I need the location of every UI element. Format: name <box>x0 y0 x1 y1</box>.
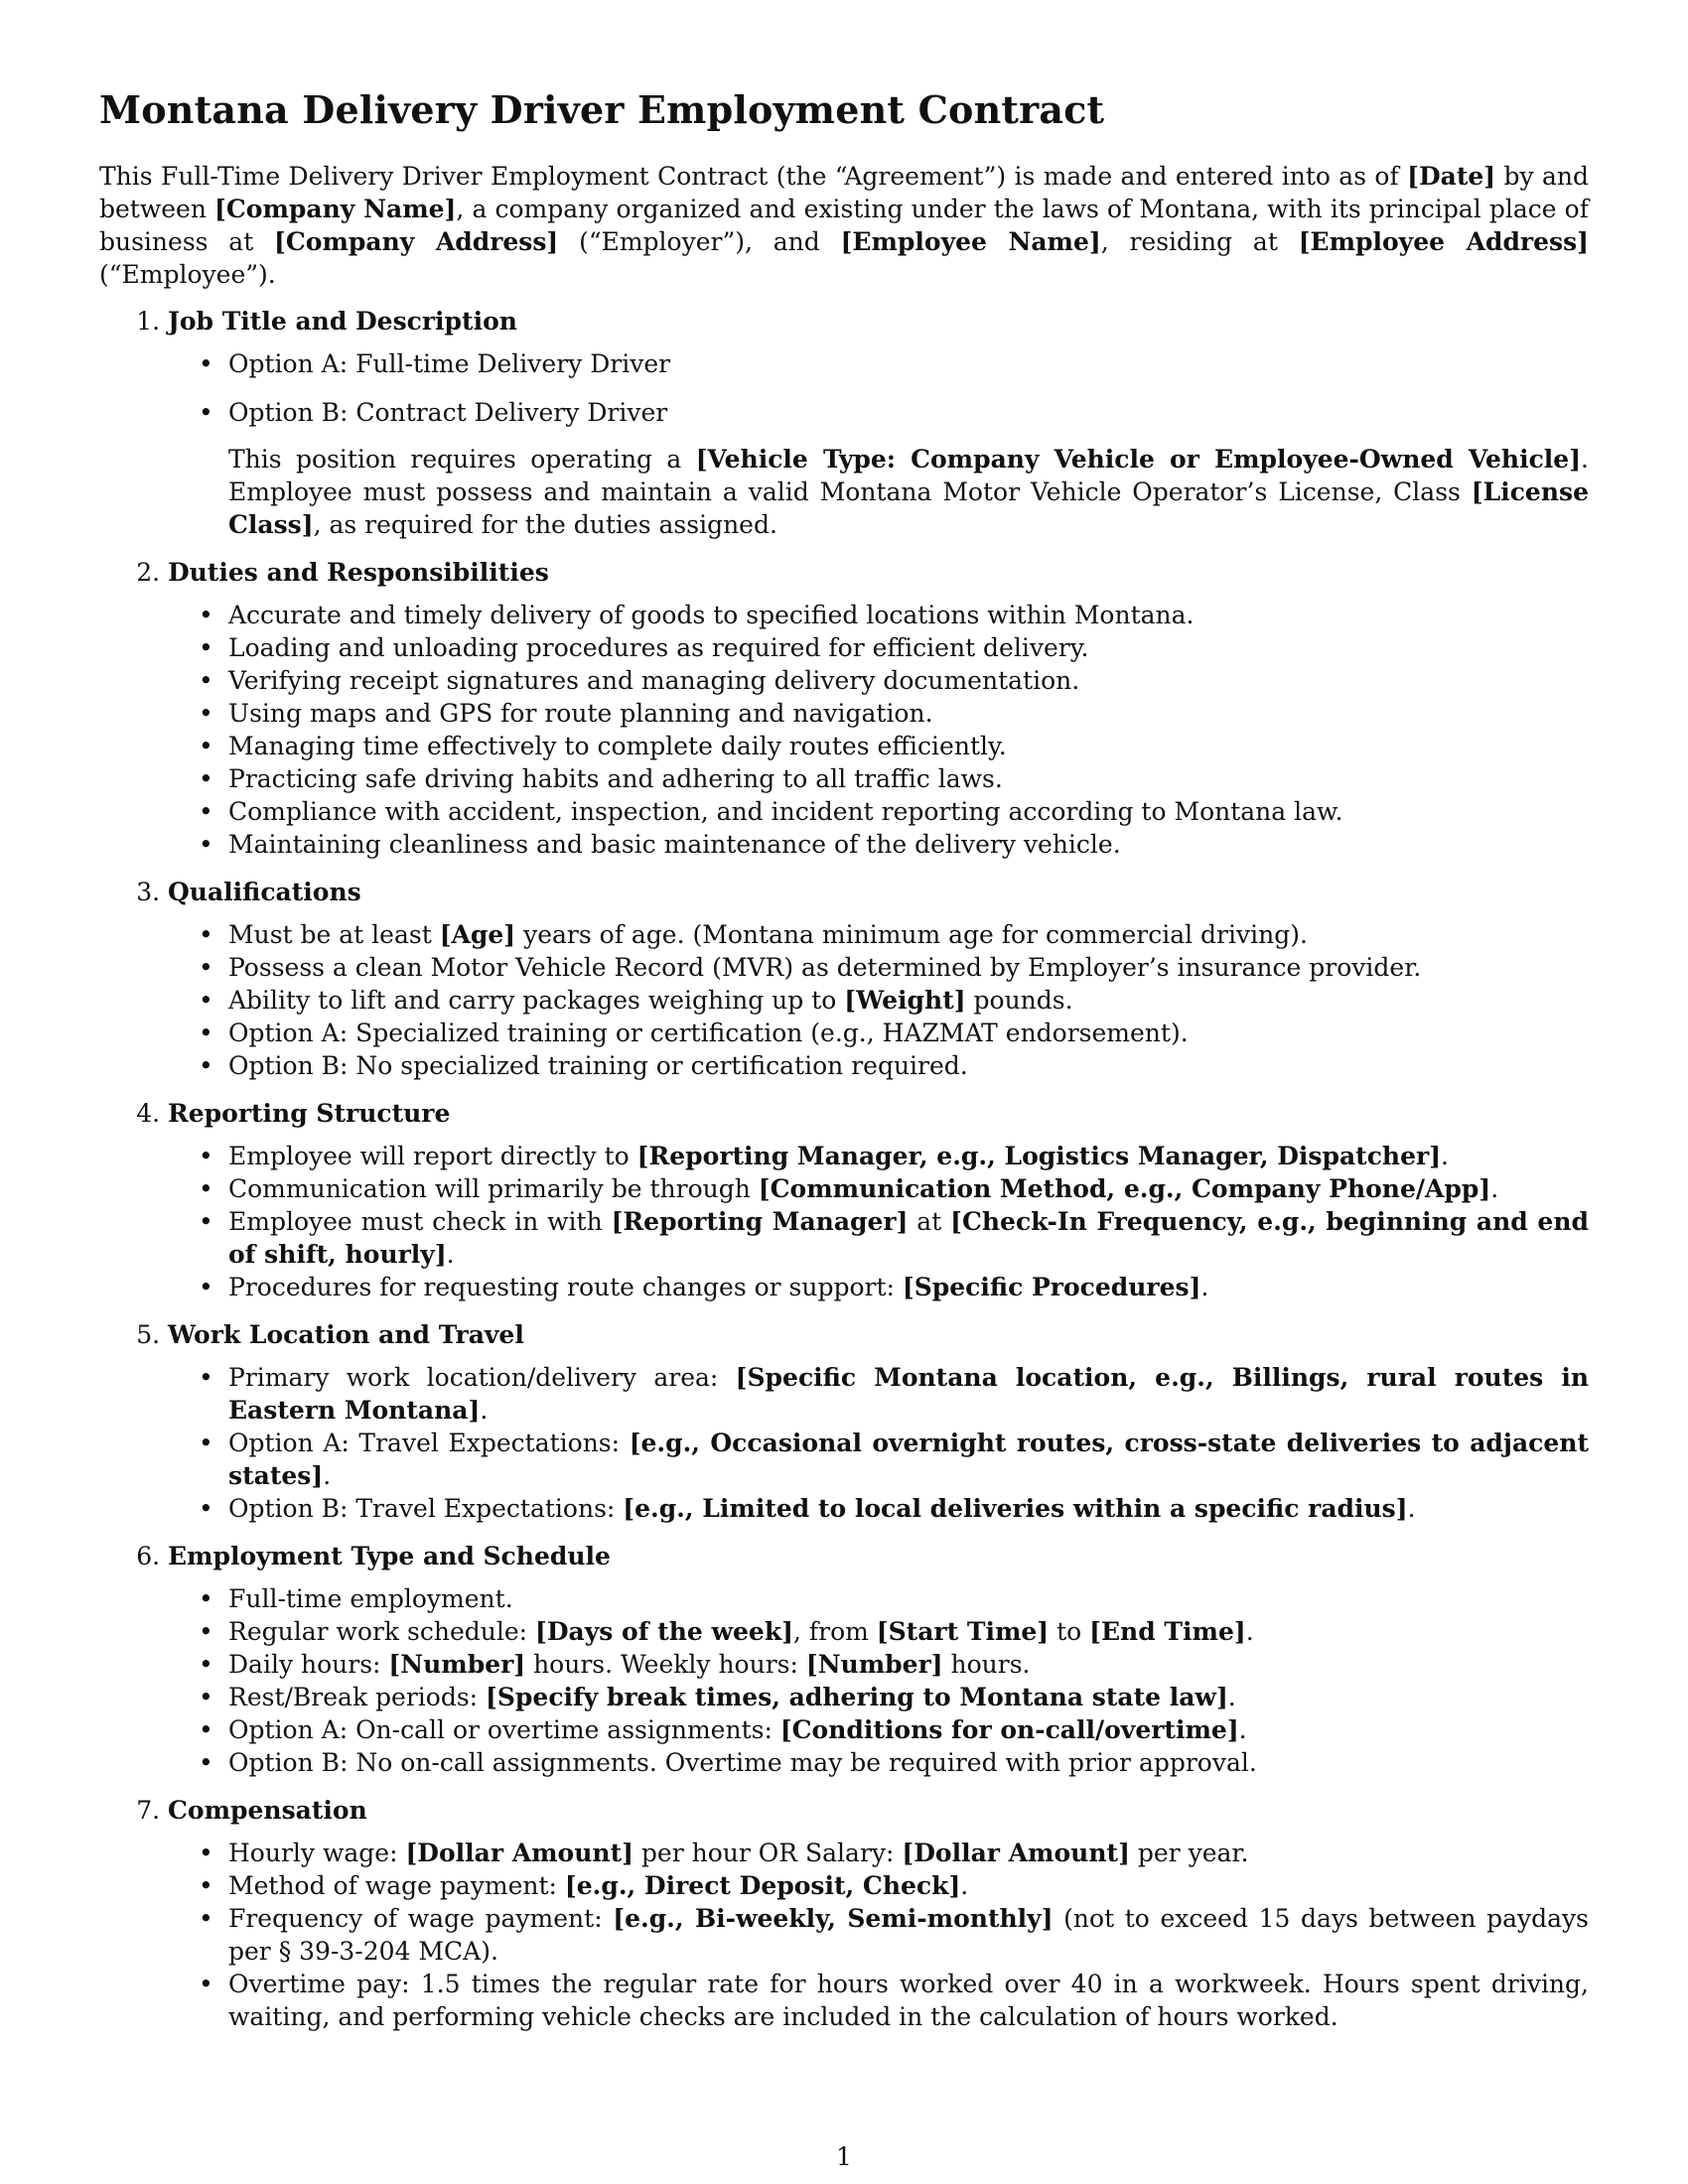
bullet-item <box>228 664 1589 697</box>
bullet-list <box>168 1140 1589 1303</box>
text-run: Method of wage payment: <box>228 1871 565 1900</box>
bullet-list <box>168 1582 1589 1779</box>
placeholder-field: [Start Time] <box>876 1617 1050 1646</box>
text-run: Option A: Full-time Delivery Driver <box>228 349 671 378</box>
bullet-item <box>228 1427 1589 1492</box>
bullet-item <box>228 1205 1589 1271</box>
bullet-item <box>228 1837 1589 1869</box>
text-run: Overtime pay: 1.5 times the regular rate for hours worked over 40 in a workweek. Hours spent driving, waiting, and performing vehicle checks are included in the calculation of hours worked. <box>228 1970 1589 2031</box>
section-title: 5. Work Location and Travel <box>168 1320 524 1349</box>
placeholder-field: [Date] <box>1407 162 1496 191</box>
text-run: (“Employee”). <box>99 260 276 289</box>
text-run: . <box>1490 1174 1499 1203</box>
document-title: Montana Delivery Driver Employment Contract <box>99 87 1105 132</box>
bullet-item <box>228 1140 1589 1172</box>
bullet-item <box>228 1271 1589 1303</box>
placeholder-field: [e.g., Direct Deposit, Check] <box>564 1871 961 1900</box>
bullet-item <box>228 1681 1589 1713</box>
section-item <box>168 305 1589 541</box>
intro-paragraph <box>99 160 1589 291</box>
text-run: Option A: On-call or overtime assignments: <box>228 1715 780 1744</box>
section-title: 4. Reporting Structure <box>168 1099 451 1128</box>
placeholder-field: [Number] <box>805 1650 943 1679</box>
bullet-item <box>228 828 1589 861</box>
bullet-list <box>168 347 1589 429</box>
text-run: at <box>908 1207 951 1236</box>
placeholder-field: [Number] <box>388 1650 526 1679</box>
bullet-item <box>228 1492 1589 1525</box>
section-list <box>99 305 1589 2033</box>
text-run: Employee must check in with <box>228 1207 612 1236</box>
bullet-item <box>228 396 1589 429</box>
placeholder-field: [Employee Name] <box>840 227 1101 256</box>
text-run: Full-time employment. <box>228 1584 513 1613</box>
text-run: , as required for the duties assigned. <box>313 510 777 539</box>
text-run: Ability to lift and carry packages weighing up to <box>228 986 845 1015</box>
text-run: . Employee must possess and maintain a valid Montana Motor Vehicle Operator’s License, Class <box>228 445 1589 506</box>
bullet-item <box>228 951 1589 984</box>
bullet-item <box>228 1049 1589 1082</box>
bullet-list <box>168 1837 1589 2033</box>
placeholder-field: [License Class] <box>228 478 1589 539</box>
section-item <box>168 1540 1589 1779</box>
text-run: Maintaining cleanliness and basic maintenance of the delivery vehicle. <box>228 830 1121 859</box>
bullet-item <box>228 599 1589 631</box>
bullet-item <box>228 762 1589 795</box>
placeholder-field: [Days of the week] <box>535 1617 793 1646</box>
text-run: . <box>1238 1715 1247 1744</box>
bullet-item <box>228 730 1589 762</box>
text-run: Option A: Travel Expectations: <box>228 1429 630 1457</box>
section-item <box>168 1794 1589 2033</box>
bullet-list <box>168 599 1589 861</box>
placeholder-field: [e.g., Limited to local deliveries within a specific radius] <box>623 1494 1408 1523</box>
bullet-item <box>228 1582 1589 1615</box>
text-run: per hour OR Salary: <box>633 1839 903 1867</box>
placeholder-field: [Employee Address] <box>1298 227 1589 256</box>
text-run: Option B: No on-call assignments. Overtime may be required with prior approval. <box>228 1748 1257 1777</box>
text-run: years of age. (Montana minimum age for commercial driving). <box>515 920 1308 949</box>
text-run: Accurate and timely delivery of goods to specified locations within Montana. <box>228 601 1195 629</box>
text-run: Option A: Specialized training or certification (e.g., HAZMAT endorsement). <box>228 1019 1189 1047</box>
text-run: Daily hours: <box>228 1650 389 1679</box>
text-run: pounds. <box>965 986 1073 1015</box>
placeholder-field: [e.g., Bi-weekly, Semi-monthly] <box>613 1904 1054 1933</box>
section-title: 3. Qualifications <box>168 878 361 906</box>
placeholder-field: [Dollar Amount] <box>405 1839 633 1867</box>
section-item <box>168 876 1589 1082</box>
placeholder-field: [Communication Method, e.g., Company Phone/App] <box>758 1174 1491 1203</box>
text-run: to <box>1049 1617 1090 1646</box>
placeholder-field: [Weight] <box>844 986 966 1015</box>
bullet-item <box>228 347 1589 380</box>
text-run: This position requires operating a <box>228 445 696 474</box>
text-run: Possess a clean Motor Vehicle Record (MVR) as determined by Employer’s insurance provider. <box>228 953 1422 982</box>
placeholder-field: [Check-In Frequency, e.g., beginning and end of shift, hourly] <box>228 1207 1589 1269</box>
section-paragraph <box>228 443 1589 541</box>
text-run: . <box>323 1461 332 1490</box>
text-run: . <box>1441 1142 1449 1170</box>
bullet-item <box>228 1017 1589 1049</box>
bullet-item <box>228 1713 1589 1746</box>
text-run: Compliance with accident, inspection, and incident reporting according to Montana law. <box>228 797 1343 826</box>
text-run: by and between <box>99 162 1589 223</box>
text-run: , residing at <box>1100 227 1299 256</box>
bullet-item <box>228 795 1589 828</box>
text-run: (not to exceed 15 days between paydays per § 39-3-204 MCA). <box>228 1904 1590 1966</box>
bullet-list <box>168 1361 1589 1525</box>
text-run: . <box>1200 1273 1209 1301</box>
bullet-item <box>228 1968 1589 2033</box>
text-run: , from <box>792 1617 877 1646</box>
text-run: hours. <box>942 1650 1031 1679</box>
text-run: Managing time effectively to complete daily routes efficiently. <box>228 732 1007 760</box>
text-run: . <box>1245 1617 1254 1646</box>
text-run: Employee will report directly to <box>228 1142 637 1170</box>
document-page <box>99 87 1589 2048</box>
section-title: 1. Job Title and Description <box>168 307 517 336</box>
text-run: (“Employer”), and <box>558 227 841 256</box>
section-title: 7. Compensation <box>168 1796 367 1825</box>
text-run: Frequency of wage payment: <box>228 1904 614 1933</box>
placeholder-field: [Reporting Manager] <box>611 1207 909 1236</box>
bullet-item <box>228 918 1589 951</box>
text-run: Communication will primarily be through <box>228 1174 759 1203</box>
section-item <box>168 1318 1589 1525</box>
bullet-item <box>228 1615 1589 1648</box>
section-item <box>168 556 1589 861</box>
text-run: Primary work location/delivery area: <box>228 1363 736 1392</box>
section-title: 2. Duties and Responsibilities <box>168 558 549 587</box>
section-item <box>168 1097 1589 1303</box>
section-title: 6. Employment Type and Schedule <box>168 1542 611 1570</box>
text-run: Procedures for requesting route changes or support: <box>228 1273 903 1301</box>
text-run: Verifying receipt signatures and managing delivery documentation. <box>228 666 1080 695</box>
text-run: . <box>446 1240 455 1269</box>
text-run: Option B: No specialized training or certification required. <box>228 1051 968 1080</box>
placeholder-field: [Company Address] <box>274 227 559 256</box>
text-run: . <box>1407 1494 1416 1523</box>
placeholder-field: [Specific Procedures] <box>902 1273 1201 1301</box>
bullet-item <box>228 631 1589 664</box>
placeholder-field: [Specific Montana location, e.g., Billings, rural routes in Eastern Montana] <box>228 1363 1590 1425</box>
text-run: Option B: Travel Expectations: <box>228 1494 624 1523</box>
text-run: Practicing safe driving habits and adhering to all traffic laws. <box>228 764 1003 793</box>
text-run: hours. Weekly hours: <box>525 1650 806 1679</box>
text-run: Must be at least <box>228 920 440 949</box>
bullet-item <box>228 984 1589 1017</box>
bullet-item <box>228 1902 1589 1968</box>
text-run: Using maps and GPS for route planning and navigation. <box>228 699 933 728</box>
page-number: 1 <box>836 2142 852 2171</box>
placeholder-field: [Vehicle Type: Company Vehicle or Employee-Owned Vehicle] <box>695 445 1582 474</box>
text-run: . <box>960 1871 969 1900</box>
text-run: Hourly wage: <box>228 1839 406 1867</box>
bullet-item <box>228 1746 1589 1779</box>
placeholder-field: [e.g., Occasional overnight routes, cross-state deliveries to adjacent states] <box>228 1429 1589 1490</box>
text-run: , a company organized and existing under the laws of Montana, with its principal place of business at <box>99 195 1589 256</box>
placeholder-field: [Age] <box>439 920 516 949</box>
text-run: per year. <box>1129 1839 1249 1867</box>
bullet-item <box>228 1869 1589 1902</box>
text-run: Rest/Break periods: <box>228 1683 487 1711</box>
text-run: Regular work schedule: <box>228 1617 536 1646</box>
bullet-item <box>228 1648 1589 1681</box>
text-run: Option B: Contract Delivery Driver <box>228 398 668 427</box>
text-run: Loading and unloading procedures as required for efficient delivery. <box>228 633 1089 662</box>
placeholder-field: [End Time] <box>1089 1617 1246 1646</box>
text-run: . <box>1227 1683 1236 1711</box>
text-run: This Full-Time Delivery Driver Employment Contract (the “Agreement”) is made and entered into as of <box>99 162 1408 191</box>
text-run: . <box>480 1396 489 1425</box>
placeholder-field: [Specify break times, adhering to Montana state law] <box>486 1683 1228 1711</box>
bullet-item <box>228 697 1589 730</box>
bullet-list <box>168 918 1589 1082</box>
bullet-item <box>228 1172 1589 1205</box>
placeholder-field: [Dollar Amount] <box>902 1839 1130 1867</box>
placeholder-field: [Company Name] <box>214 195 457 223</box>
placeholder-field: [Reporting Manager, e.g., Logistics Manager, Dispatcher] <box>636 1142 1442 1170</box>
bullet-item <box>228 1361 1589 1427</box>
placeholder-field: [Conditions for on-call/overtime] <box>779 1715 1239 1744</box>
